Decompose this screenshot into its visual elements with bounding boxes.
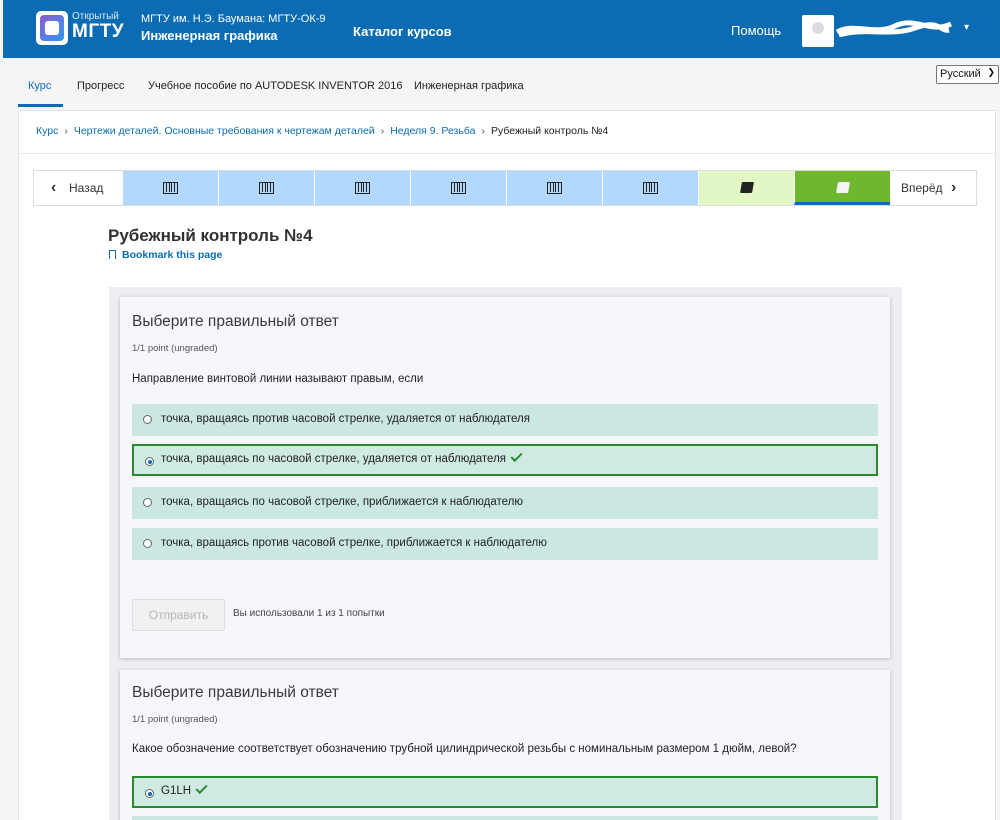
site-logo[interactable] [36,9,126,49]
problem-points: 1/1 point (ungraded) [132,343,218,354]
language-select[interactable] [936,65,999,84]
sequence-item-video[interactable] [218,171,314,205]
book-icon [836,182,850,193]
sequence-item-video[interactable] [602,171,698,205]
sequence-item-video[interactable] [410,171,506,205]
user-menu-chevron-down-icon[interactable]: ▾ [964,22,970,33]
language-select-value: Русский [940,68,981,80]
sequence-item-video[interactable] [122,171,218,205]
sequence-next-button[interactable] [888,171,976,205]
breadcrumb-item-course[interactable]: Курс [36,125,59,137]
answer-choice-label: точка, вращаясь по часовой стрелке, удаляется от наблюдателя [161,453,507,465]
video-icon [451,182,466,194]
problem-question: Направление винтовой линии называют правым, если [132,373,424,385]
course-name: Инженерная графика [141,28,278,43]
redacted-username-scribble [835,18,953,40]
sequence-prev-label: Назад [69,181,104,195]
sequence-next-label: Вперёд [901,181,943,195]
answer-choice-label: G1LH [161,785,192,797]
active-tab-indicator [18,104,63,107]
problem-question: Какое обозначение соответствует обозначению трубной цилиндрической резьбы с номинальным размером 1 дюйм, левой? [132,743,797,755]
chevron-left-icon: ‹ [51,179,57,196]
answer-choice-label: точка, вращаясь по часовой стрелке, приближается к наблюдателю [161,496,523,508]
video-icon [259,182,274,194]
breadcrumb [36,125,608,137]
answer-choice[interactable] [132,487,878,519]
video-icon [643,182,658,194]
problem-card [120,297,890,658]
sequence-navigation [33,170,977,206]
breadcrumb-separator: › [481,125,485,137]
breadcrumb-current: Рубежный контроль №4 [490,125,609,137]
answer-choice-label: точка, вращаясь против часовой стрелке, приближается к наблюдателю [161,537,547,549]
problem-card [120,670,890,820]
bookmark-label: Bookmark this page [122,249,223,261]
logo-emblem-icon [36,11,68,45]
answer-choice[interactable] [132,528,878,560]
tab-inventor-manual[interactable]: Учебное пособие по AUTODESK INVENTOR 2016 [148,80,403,92]
checkmark-icon [196,782,208,794]
sequence-item-video[interactable] [314,171,410,205]
radio-button-checked[interactable] [145,457,154,466]
breadcrumb-separator: › [380,125,385,137]
user-avatar[interactable] [802,15,834,47]
answer-choice-selected[interactable] [132,444,878,476]
catalog-link[interactable]: Каталог курсов [353,24,452,39]
problem-points: 1/1 point (ungraded) [132,714,218,725]
sequence-item-problem-completed[interactable] [698,171,794,205]
logo-small-text: Открытый [72,11,119,22]
answer-choice-selected[interactable] [132,776,878,808]
radio-button[interactable] [143,498,152,507]
book-icon [740,182,754,193]
divider [18,153,996,154]
answer-choice[interactable] [132,404,878,436]
tab-course[interactable]: Курс [28,80,52,92]
bookmark-button[interactable] [109,249,222,261]
logo-big-text: МГТУ [72,21,125,42]
problem-heading: Выберите правильный ответ [132,313,339,330]
sequence-item-problem-active[interactable] [794,171,890,205]
radio-button-checked[interactable] [145,789,154,798]
top-header [3,0,1000,58]
sequence-item-video[interactable] [506,171,602,205]
breadcrumb-item-chapter[interactable]: Чертежи деталей. Основные требования к чертежам деталей [73,125,375,137]
video-icon [355,182,370,194]
checkmark-icon [511,450,523,462]
radio-button[interactable] [143,539,152,548]
chevron-down-icon: ❯ [987,67,995,77]
answer-choice-label: точка, вращаясь против часовой стрелке, удаляется от наблюдателя [161,413,530,425]
video-icon [547,182,562,194]
course-org: МГТУ им. Н.Э. Баумана: МГТУ-ОК-9 [141,13,326,25]
breadcrumb-separator: › [64,125,68,137]
problem-heading: Выберите правильный ответ [132,684,339,701]
breadcrumb-item-week[interactable]: Неделя 9. Резьба [390,125,476,137]
chevron-right-icon: › [951,179,957,196]
radio-button[interactable] [143,415,152,424]
sequence-prev-button[interactable] [34,171,122,205]
video-icon [163,182,178,194]
tab-engineering-graphics[interactable]: Инженерная графика [414,80,524,92]
tab-progress[interactable]: Прогресс [77,80,125,92]
bookmark-icon [109,250,116,259]
attempts-info: Вы использовали 1 из 1 попытки [233,608,385,619]
help-link[interactable]: Помощь [731,23,782,38]
submit-button[interactable]: Отправить [132,599,225,631]
page-title: Рубежный контроль №4 [108,226,313,245]
answer-choice[interactable] [132,816,878,820]
